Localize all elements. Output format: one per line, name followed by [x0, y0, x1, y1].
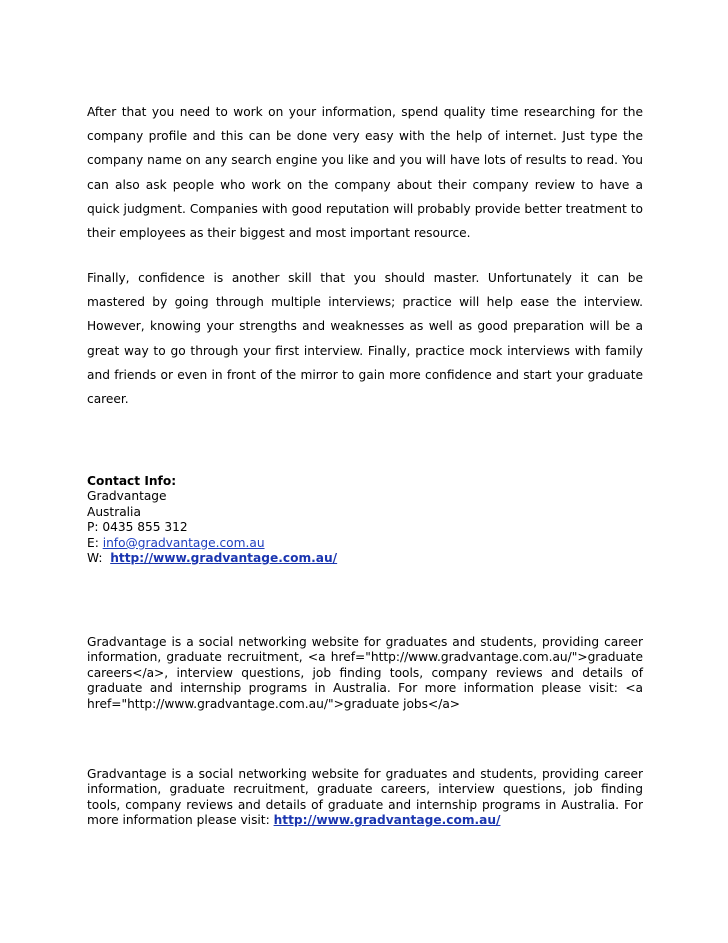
about-text: Gradvantage is a social networking website for graduates and students, providing career information, graduate recruitment, graduate careers, interview questions, job finding tools, company reviews and details of graduate and internship programs in Australia. For more information please visit: — [87, 767, 643, 828]
email-label: E: — [87, 535, 99, 550]
about-paragraph — [87, 767, 643, 829]
website-link[interactable]: http://www.gradvantage.com.au/ — [110, 551, 338, 566]
about-html-paragraph: Gradvantage is a social networking website for graduates and students, providing career information, graduate recruitment, <a href="http://www.gradvantage.com.au/">graduate careers</a>, interview questions, job finding tools, company reviews and details of graduate and internship programs in Australia. For more information please visit: <a href="http://www.gradvantage.com.au/">graduate jobs</a> — [87, 635, 643, 711]
contact-info-block — [87, 474, 643, 566]
website-label: W: — [87, 551, 103, 566]
company-name: Gradvantage — [87, 489, 167, 504]
country: Australia — [87, 504, 141, 519]
phone-line — [87, 520, 643, 535]
contact-heading: Contact Info: — [87, 474, 177, 488]
email-line — [87, 536, 643, 551]
research-paragraph: After that you need to work on your information, spend quality time researching for the company profile and this can be done very easy with the help of internet. Just type the company name on any search engine you like and you will have lots of results to read. You can also ask people who work on the company about their company review to have a quick judgment. Companies with good reputation will probably provide better treatment to their employees as their biggest and most important resource. — [87, 105, 643, 241]
confidence-paragraph: Finally, confidence is another skill that you should master. Unfortunately it can be mastered by going through multiple interviews; practice will help ease the interview. However, knowing your strengths and weaknesses as well as good preparation will be a great way to go through your first interview. Finally, practice mock interviews with family and friends or even in front of the mirror to gain more confidence and start your graduate career. — [87, 271, 643, 407]
about-website-link[interactable]: http://www.gradvantage.com.au/ — [273, 813, 501, 828]
website-line — [87, 551, 643, 566]
email-link[interactable]: info@gradvantage.com.au — [102, 535, 265, 550]
phone-label: P: — [87, 520, 99, 535]
phone-number: 0435 855 312 — [102, 520, 188, 535]
